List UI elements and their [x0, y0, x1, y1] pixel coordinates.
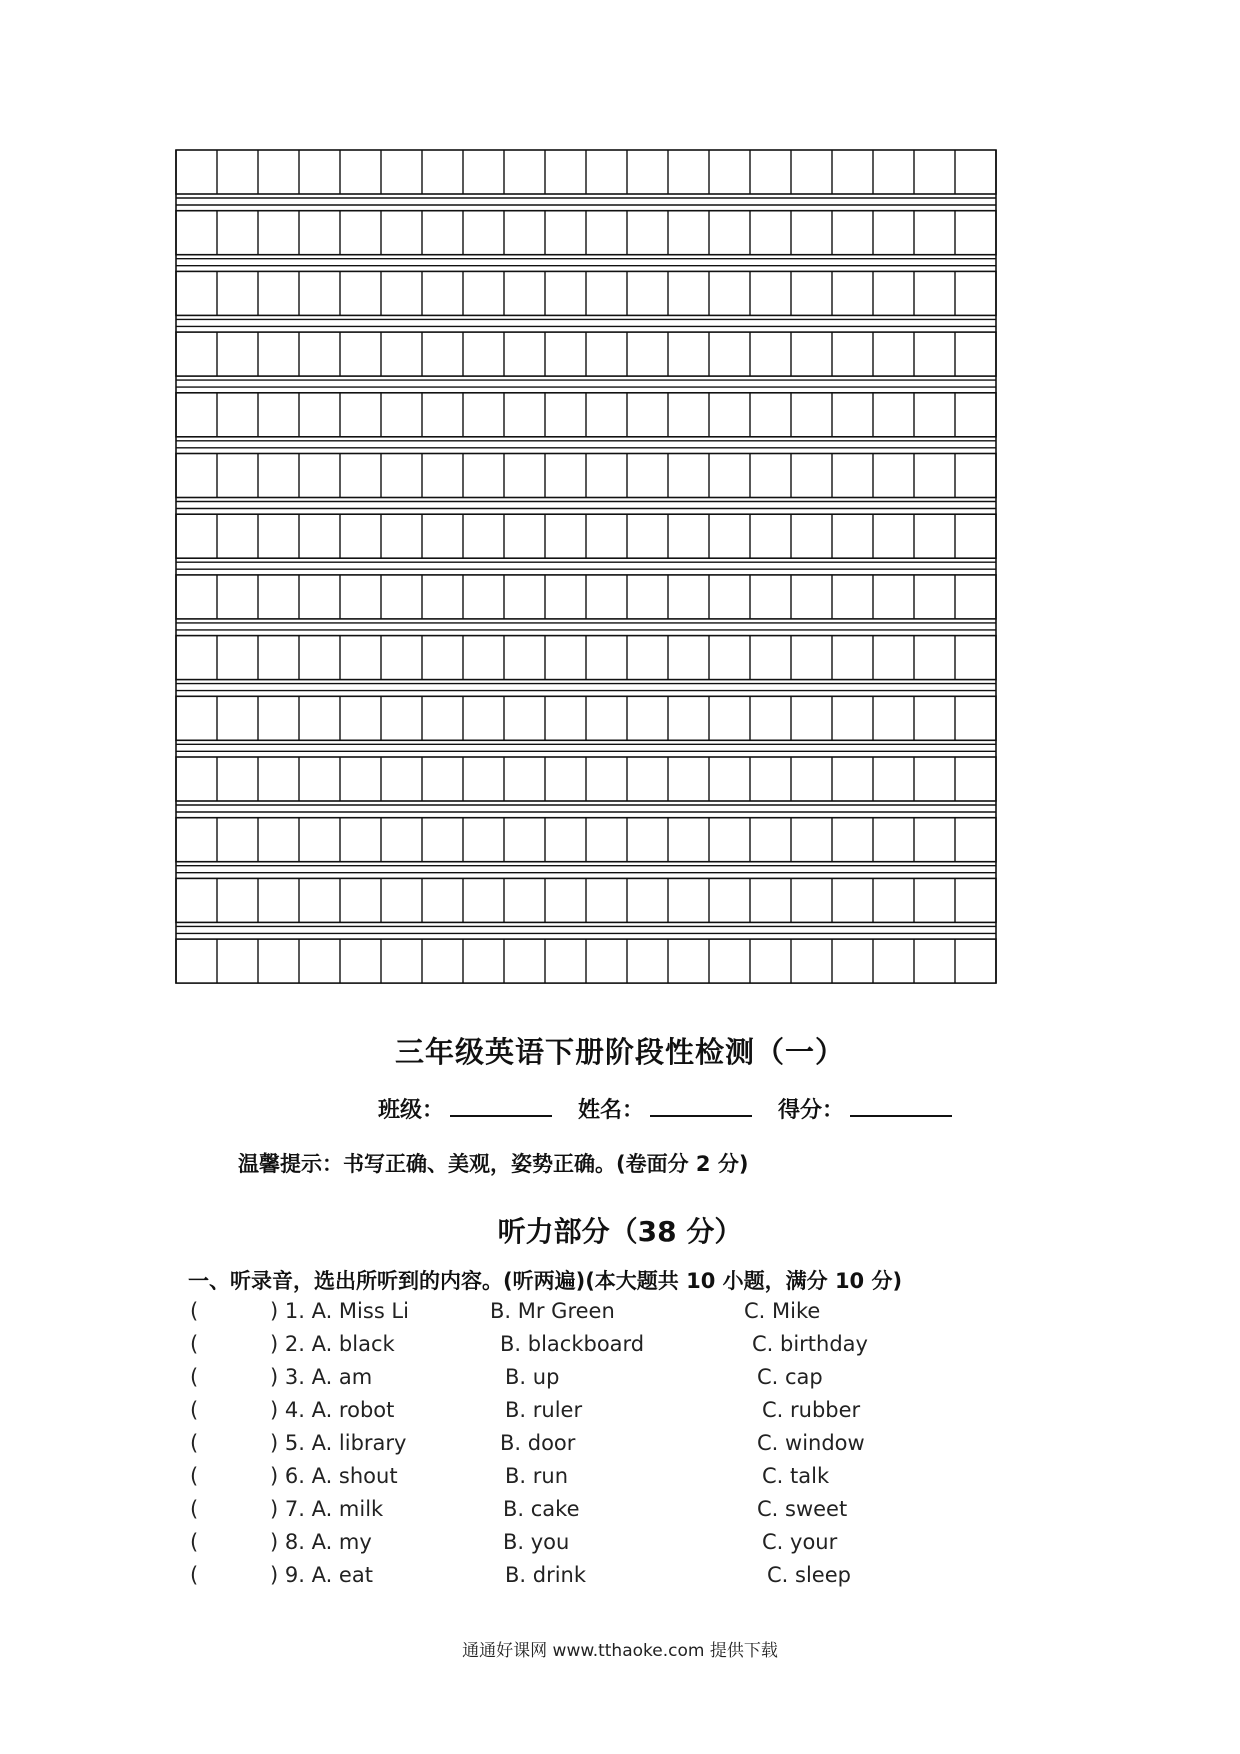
answer-paren-open[interactable]: ( — [190, 1332, 199, 1356]
exam-title: 三年级英语下册阶段性检测（一） — [394, 1035, 845, 1069]
option-c: C. sleep — [767, 1563, 851, 1587]
class-label: 班级： — [378, 1098, 445, 1123]
listening-section-title: 听力部分（38 分） — [497, 1215, 743, 1248]
option-c: C. birthday — [752, 1332, 868, 1356]
option-a: ) 4. A. robot — [270, 1398, 395, 1422]
option-b: B. cake — [503, 1497, 580, 1521]
option-b: B. blackboard — [500, 1332, 645, 1356]
option-c: C. window — [757, 1431, 865, 1455]
exam-tip: 温馨提示：书写正确、美观，姿势正确。(卷面分 2 分) — [238, 1152, 749, 1176]
listening-instruction: 一、听录音，选出所听到的内容。(听两遍)(本大题共 10 小题，满分 10 分) — [188, 1269, 903, 1293]
name-label: 姓名： — [578, 1098, 645, 1123]
answer-paren-open[interactable]: ( — [190, 1299, 199, 1323]
answer-paren-open[interactable]: ( — [190, 1497, 199, 1521]
answer-paren-open[interactable]: ( — [190, 1431, 199, 1455]
option-a: ) 1. A. Miss Li — [270, 1299, 409, 1323]
answer-paren-open[interactable]: ( — [190, 1365, 199, 1389]
score-blank[interactable] — [850, 1093, 952, 1117]
option-a: ) 9. A. eat — [270, 1563, 373, 1587]
option-c: C. Mike — [744, 1299, 821, 1323]
score-label: 得分： — [778, 1098, 845, 1123]
footer-text: 通通好课网 www.tthaoke.com 提供下载 — [462, 1641, 778, 1661]
student-info-line — [378, 1093, 978, 1124]
answer-paren-open[interactable]: ( — [190, 1398, 199, 1422]
name-blank[interactable] — [650, 1093, 752, 1117]
option-a: ) 8. A. my — [270, 1530, 372, 1554]
option-a: ) 7. A. milk — [270, 1497, 384, 1521]
answer-paren-open[interactable]: ( — [190, 1563, 199, 1587]
option-c: C. cap — [757, 1365, 823, 1389]
option-a: ) 6. A. shout — [270, 1464, 398, 1488]
option-b: B. Mr Green — [490, 1299, 615, 1323]
option-a: ) 2. A. black — [270, 1332, 395, 1356]
answer-paren-open[interactable]: ( — [190, 1530, 199, 1554]
option-b: B. door — [500, 1431, 576, 1455]
option-c: C. sweet — [757, 1497, 848, 1521]
class-blank[interactable] — [450, 1093, 552, 1117]
option-b: B. run — [505, 1464, 569, 1488]
option-c: C. rubber — [762, 1398, 861, 1422]
option-b: B. ruler — [505, 1398, 583, 1422]
option-c: C. your — [762, 1530, 838, 1554]
option-a: ) 3. A. am — [270, 1365, 373, 1389]
answer-paren-open[interactable]: ( — [190, 1464, 199, 1488]
option-c: C. talk — [762, 1464, 830, 1488]
option-b: B. up — [505, 1365, 560, 1389]
option-b: B. drink — [505, 1563, 587, 1587]
option-a: ) 5. A. library — [270, 1431, 407, 1455]
option-b: B. you — [503, 1530, 570, 1554]
